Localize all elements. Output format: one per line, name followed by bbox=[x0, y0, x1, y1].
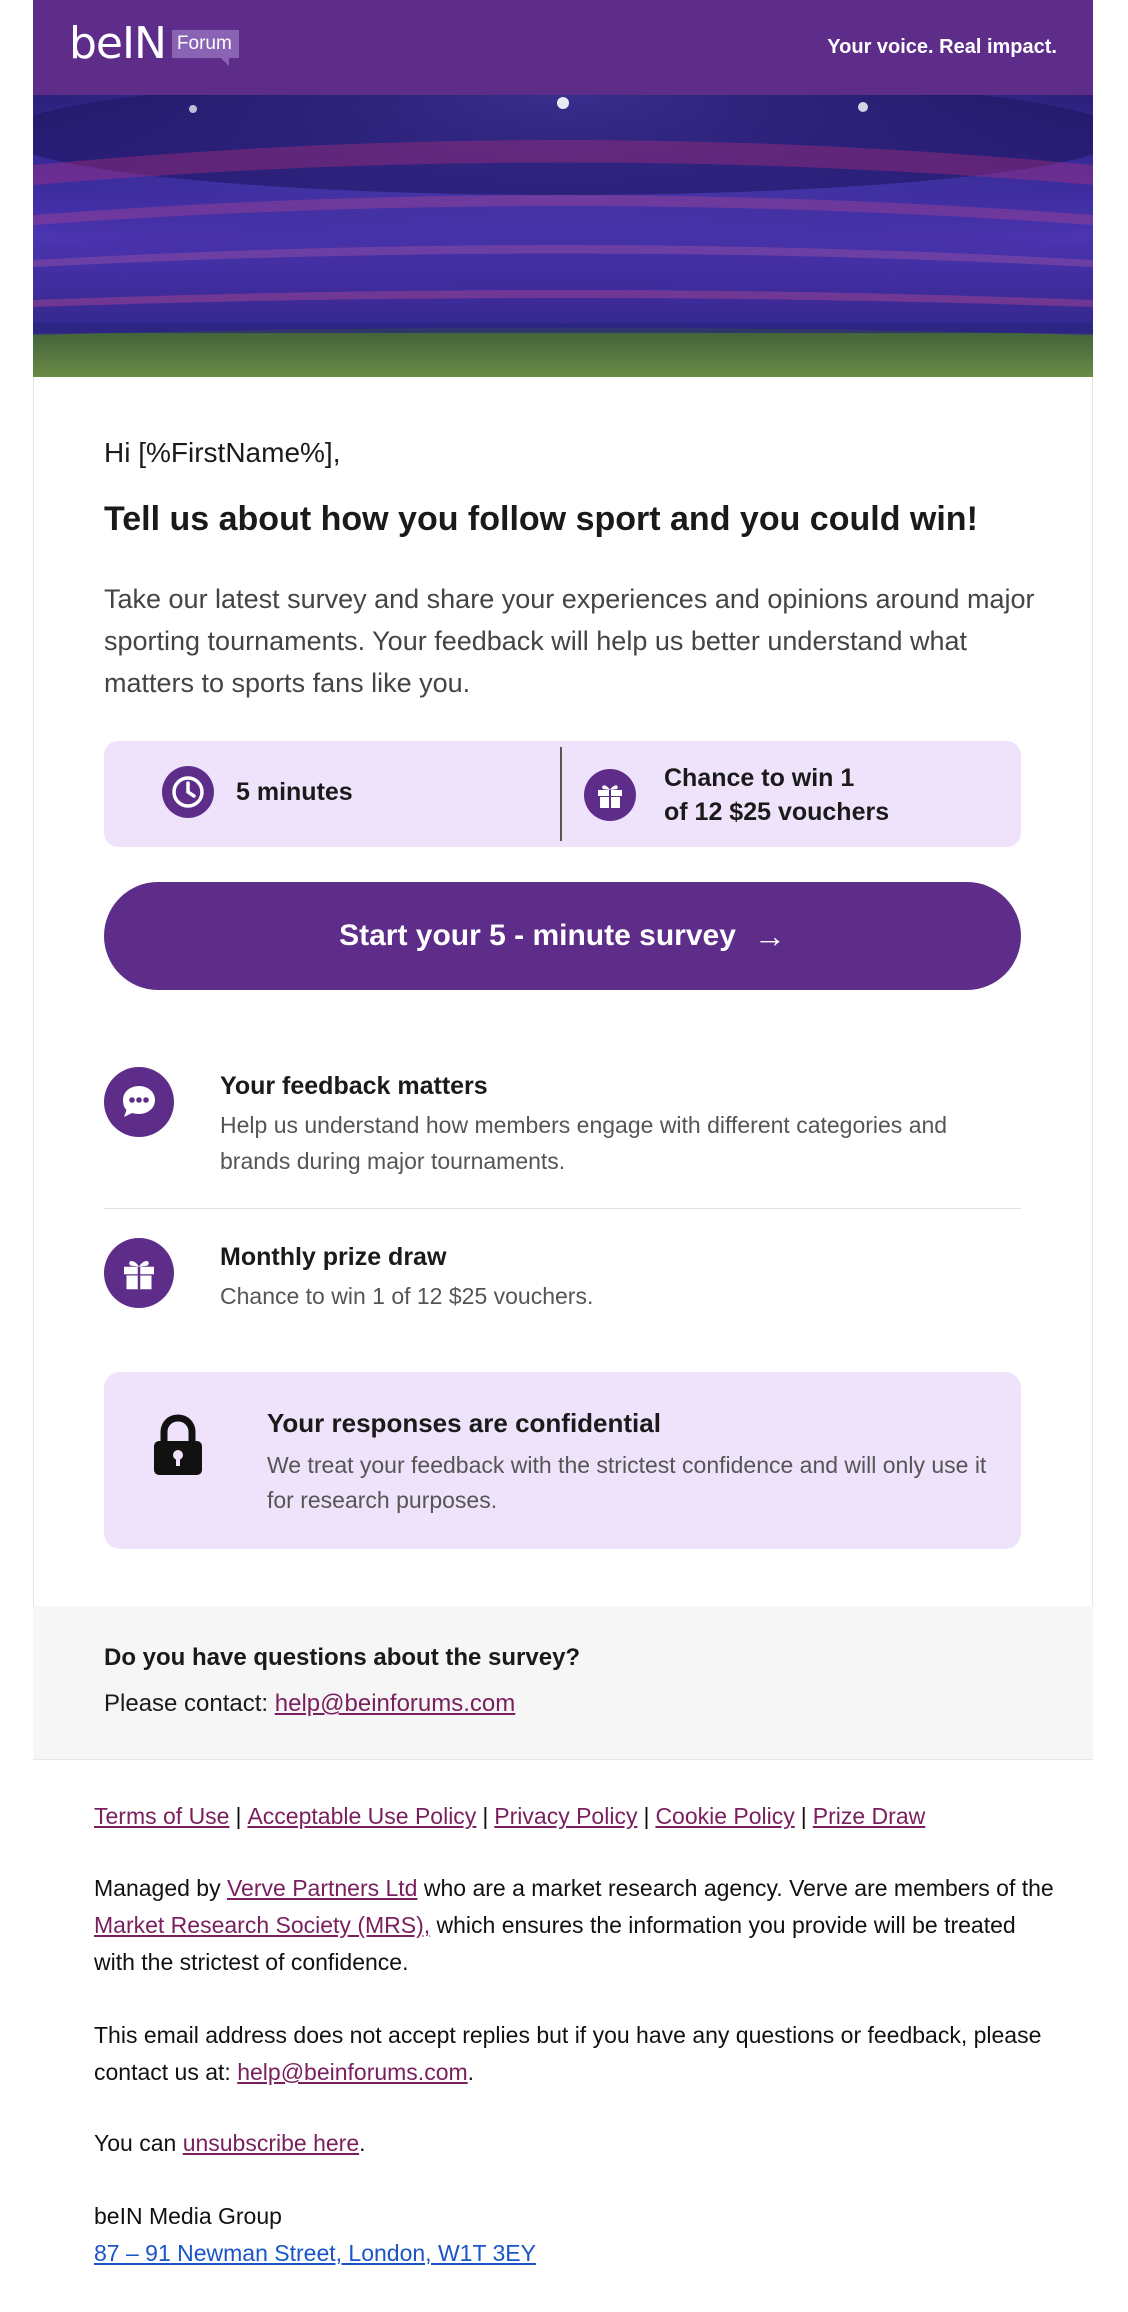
unsubscribe-prefix: You can bbox=[94, 2130, 177, 2156]
managed-by-paragraph bbox=[94, 1870, 1054, 1981]
unsubscribe-paragraph bbox=[94, 2125, 1054, 2162]
cookie-policy-link[interactable]: Cookie Policy bbox=[655, 1803, 795, 1829]
chat-bubble-icon bbox=[104, 1067, 174, 1137]
start-survey-button[interactable] bbox=[104, 882, 1021, 990]
feature-prize-draw bbox=[104, 1238, 1021, 1318]
questions-title: Do you have questions about the survey? bbox=[104, 1644, 581, 1671]
contact-prefix: Please contact: bbox=[104, 1690, 269, 1717]
unsubscribe-end: . bbox=[359, 2130, 366, 2156]
feature-divider bbox=[104, 1208, 1021, 1209]
prize-label bbox=[664, 761, 889, 829]
questions-contact bbox=[104, 1690, 515, 1718]
noreply-text: This email address does not accept replies but if you have any questions or feedback, please contact us at: bbox=[94, 2022, 1042, 2085]
managed-suffix: which ensures the information you provide will be treated with the strictest of confidence. bbox=[94, 1912, 1016, 1975]
prize-line-2: of 12 $25 vouchers bbox=[664, 798, 890, 826]
prize-draw-link[interactable]: Prize Draw bbox=[812, 1803, 926, 1829]
lock-icon bbox=[150, 1414, 206, 1483]
greeting: Hi [%FirstName%], bbox=[104, 437, 341, 468]
arrow-right-icon: → bbox=[753, 917, 786, 954]
confidential-title: Your responses are confidential bbox=[267, 1408, 661, 1438]
company-block bbox=[94, 2198, 1054, 2272]
feature-title: Your feedback matters bbox=[220, 1072, 488, 1100]
duration-label: 5 minutes bbox=[236, 777, 353, 806]
acceptable-use-policy-link[interactable]: Acceptable Use Policy bbox=[247, 1803, 477, 1829]
feature-description: Help us understand how members engage with different categories and brands during major tournaments. bbox=[220, 1112, 948, 1174]
prize-line-1: Chance to win 1 bbox=[664, 764, 855, 792]
noreply-end: . bbox=[467, 2059, 475, 2085]
gift-icon bbox=[104, 1238, 174, 1308]
terms-of-use-link[interactable]: Terms of Use bbox=[94, 1803, 230, 1829]
logo-forum-badge: Forum bbox=[172, 30, 239, 58]
unsubscribe-link[interactable]: unsubscribe here bbox=[182, 2130, 360, 2156]
company-address-link[interactable]: 87 – 91 Newman Street, London, W1T 3EY bbox=[94, 2240, 536, 2266]
verve-partners-link[interactable]: Verve Partners Ltd bbox=[226, 1875, 418, 1901]
stats-divider bbox=[560, 747, 562, 841]
link-separator: | bbox=[800, 1803, 807, 1829]
feature-feedback bbox=[104, 1067, 1021, 1187]
confidentiality-box bbox=[104, 1372, 1021, 1549]
stadium-illustration bbox=[33, 95, 1093, 377]
link-separator: | bbox=[482, 1803, 489, 1829]
survey-info-box bbox=[104, 741, 1021, 847]
logo-wordmark: beIN bbox=[69, 18, 166, 69]
privacy-policy-link[interactable]: Privacy Policy bbox=[494, 1803, 638, 1829]
confidential-description: We treat your feedback with the strictest confidence and will only use it for research purposes. bbox=[267, 1452, 987, 1513]
questions-section bbox=[33, 1606, 1093, 1760]
support-email-link[interactable]: help@beinforums.com bbox=[274, 1690, 516, 1717]
start-survey-label: Start your 5 - minute survey bbox=[339, 919, 736, 952]
company-name: beIN Media Group bbox=[94, 2203, 282, 2229]
feature-description: Chance to win 1 of 12 $25 vouchers. bbox=[220, 1283, 594, 1309]
link-separator: | bbox=[235, 1803, 242, 1829]
gift-icon bbox=[584, 769, 636, 821]
mrs-link[interactable]: Market Research Society (MRS), bbox=[94, 1912, 431, 1938]
survey-duration bbox=[162, 766, 353, 818]
managed-mid: who are a market research agency. Verve are members of the bbox=[423, 1875, 1054, 1901]
survey-prize bbox=[584, 761, 889, 829]
noreply-paragraph bbox=[94, 2017, 1054, 2091]
email-header bbox=[33, 0, 1093, 95]
headline: Tell us about how you follow sport and you could win! bbox=[104, 500, 978, 538]
intro-paragraph: Take our latest survey and share your experiences and opinions around major sporting tournaments. Your feedback will help us better understand what matters to sports fans like you. bbox=[104, 584, 1035, 698]
header-tagline: Your voice. Real impact. bbox=[827, 36, 1057, 58]
bein-forum-logo[interactable] bbox=[69, 18, 239, 69]
clock-icon bbox=[162, 766, 214, 818]
link-separator: | bbox=[643, 1803, 650, 1829]
stadium-hero-image bbox=[33, 95, 1093, 377]
feature-title: Monthly prize draw bbox=[220, 1243, 447, 1271]
managed-prefix: Managed by bbox=[94, 1875, 221, 1901]
footer-links bbox=[94, 1798, 1054, 1835]
noreply-email-link[interactable]: help@beinforums.com bbox=[237, 2059, 468, 2085]
